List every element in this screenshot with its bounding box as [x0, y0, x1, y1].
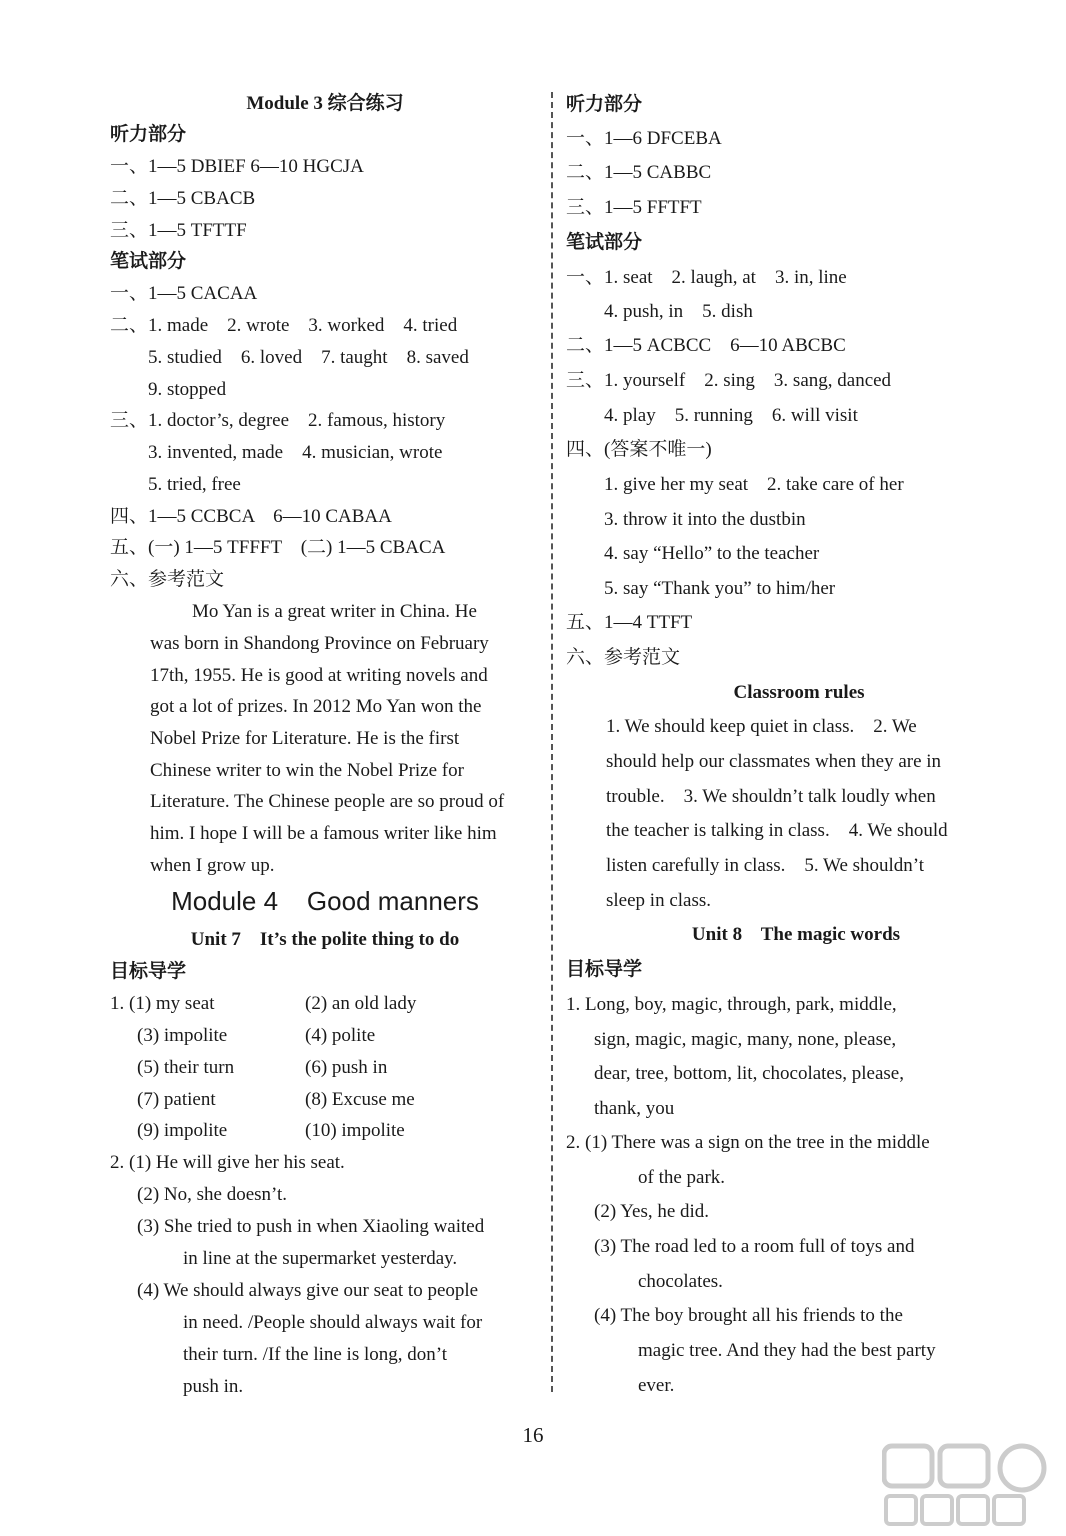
q2-answer: push in. — [183, 1376, 244, 1397]
writing-answer-4-item: 1. give her my seat 2. take care of her — [604, 474, 904, 495]
writing-answer-4-item: 4. say “Hello” to the teacher — [604, 543, 820, 564]
essay-line: should help our classmates when they are in — [606, 751, 942, 772]
writing-answer-5: 五、(一) 1—5 TFFFT (二) 1—5 CBACA — [110, 537, 446, 558]
q2-answer: (4) The boy brought all his friends to the — [594, 1305, 903, 1326]
q2-answer: chocolates. — [638, 1271, 723, 1292]
q2-answer: 2. (1) There was a sign on the tree in the middle — [566, 1132, 930, 1153]
listening-answer-2: 二、1—5 CABBC — [566, 162, 712, 183]
listening-answer-1: 一、1—5 DBIEF 6—10 HGCJA — [110, 156, 364, 177]
writing-answer-5: 五、1—4 TTFT — [566, 612, 693, 633]
writing-heading: 笔试部分 — [566, 232, 643, 253]
column-divider — [551, 92, 553, 1392]
q1-answer: thank, you — [594, 1098, 675, 1119]
writing-answer-2c: 9. stopped — [148, 379, 227, 400]
essay-line: 17th, 1955. He is good at writing novels and — [150, 665, 488, 686]
listening-heading: 听力部分 — [566, 94, 643, 115]
q2-answer: (2) Yes, he did. — [594, 1201, 710, 1222]
listening-answer-3: 三、1—5 TFTTF — [110, 220, 247, 241]
goal-heading: 目标导学 — [110, 961, 187, 982]
q1-answer: (6) push in — [305, 1057, 388, 1078]
essay-line: the teacher is talking in class. 4. We should — [606, 820, 948, 841]
page-number: 16 — [522, 1423, 544, 1447]
essay-line: was born in Shandong Province on February — [150, 633, 489, 654]
writing-answer-4: 四、1—5 CCBCA 6—10 CABAA — [110, 506, 392, 527]
essay-line: Mo Yan is a great writer in China. He — [192, 601, 477, 622]
q2-answer: their turn. /If the line is long, don’t — [183, 1344, 448, 1365]
essay-line: listen carefully in class. 5. We shouldn’t — [606, 855, 925, 876]
q2-answer: of the park. — [638, 1167, 726, 1188]
writing-answer-3b: 4. play 5. running 6. will visit — [604, 405, 858, 426]
q1-answer: sign, magic, magic, many, none, please, — [594, 1029, 897, 1050]
listening-answer-2: 二、1—5 CBACB — [110, 188, 256, 209]
listening-heading: 听力部分 — [110, 124, 187, 145]
writing-answer-1b: 4. push, in 5. dish — [604, 301, 753, 322]
q2-answer: (2) No, she doesn’t. — [137, 1184, 288, 1205]
q1-answer: dear, tree, bottom, lit, chocolates, please, — [594, 1063, 904, 1084]
essay-line: got a lot of prizes. In 2012 Mo Yan won the — [150, 696, 482, 717]
writing-answer-6: 六、参考范文 — [110, 569, 225, 590]
essay-line: him. I hope I will be a famous writer like him — [150, 823, 497, 844]
essay-line: Literature. The Chinese people are so proud of — [150, 791, 505, 812]
q1-answer: (5) their turn — [137, 1057, 235, 1078]
q1-answer: 1. (1) my seat — [110, 993, 215, 1014]
writing-answer-4-item: 3. throw it into the dustbin — [604, 509, 806, 530]
writing-answer-6: 六、参考范文 — [566, 647, 681, 668]
listening-answer-3: 三、1—5 FFTFT — [566, 197, 702, 218]
q2-answer: (3) The road led to a room full of toys and — [594, 1236, 915, 1257]
listening-answer-1: 一、1—6 DFCEBA — [566, 128, 722, 149]
q1-answer: (3) impolite — [137, 1025, 228, 1046]
writing-answer-3c: 5. tried, free — [148, 474, 241, 495]
writing-answer-4-item: 5. say “Thank you” to him/her — [604, 578, 836, 599]
q1-answer: (9) impolite — [137, 1120, 228, 1141]
q1-answer: (4) polite — [305, 1025, 376, 1046]
writing-answer-1: 一、1—5 CACAA — [110, 283, 258, 304]
writing-answer-1a: 一、1. seat 2. laugh, at 3. in, line — [566, 267, 847, 288]
q2-answer: 2. (1) He will give her his seat. — [110, 1152, 345, 1173]
module4-title: Module 4 Good manners — [171, 886, 479, 916]
q1-answer: (10) impolite — [305, 1120, 405, 1141]
essay-line: trouble. 3. We shouldn’t talk loudly when — [606, 786, 936, 807]
essay-line: sleep in class. — [606, 890, 712, 911]
writing-answer-2a: 二、1. made 2. wrote 3. worked 4. tried — [110, 315, 458, 336]
q2-answer: ever. — [638, 1375, 675, 1396]
writing-answer-4-head: 四、(答案不唯一) — [566, 439, 712, 460]
writing-heading: 笔试部分 — [110, 251, 187, 272]
watermark-logo — [882, 1442, 1052, 1530]
essay-line: when I grow up. — [150, 855, 275, 876]
q1-answer: (2) an old lady — [305, 993, 417, 1014]
writing-answer-3b: 3. invented, made 4. musician, wrote — [148, 442, 443, 463]
writing-answer-3a: 三、1. yourself 2. sing 3. sang, danced — [566, 370, 892, 391]
writing-answer-2: 二、1—5 ACBCC 6—10 ABCBC — [566, 335, 846, 356]
q1-answer: (7) patient — [137, 1089, 216, 1110]
essay-line: 1. We should keep quiet in class. 2. We — [606, 716, 917, 737]
q2-answer: (4) We should always give our seat to people — [137, 1280, 479, 1301]
q2-answer: magic tree. And they had the best party — [638, 1340, 936, 1361]
writing-answer-2b: 5. studied 6. loved 7. taught 8. saved — [148, 347, 469, 368]
essay-line: Chinese writer to win the Nobel Prize for — [150, 760, 464, 781]
q1-answer: (8) Excuse me — [305, 1089, 415, 1110]
unit8-title: Unit 8 The magic words — [691, 924, 901, 945]
q2-answer: in need. /People should always wait for — [183, 1312, 483, 1333]
essay-title: Classroom rules — [733, 682, 865, 703]
q2-answer: (3) She tried to push in when Xiaoling waited — [137, 1216, 485, 1237]
watermark-icon — [882, 1442, 1052, 1530]
unit7-title: Unit 7 It’s the polite thing to do — [190, 929, 460, 950]
essay-line: Nobel Prize for Literature. He is the first — [150, 728, 460, 749]
module3-title: Module 3 综合练习 — [246, 93, 404, 114]
writing-answer-3a: 三、1. doctor’s, degree 2. famous, history — [110, 410, 446, 431]
goal-heading: 目标导学 — [566, 959, 643, 980]
q1-answer: 1. Long, boy, magic, through, park, middle, — [566, 994, 897, 1015]
q2-answer: in line at the supermarket yesterday. — [183, 1248, 458, 1269]
